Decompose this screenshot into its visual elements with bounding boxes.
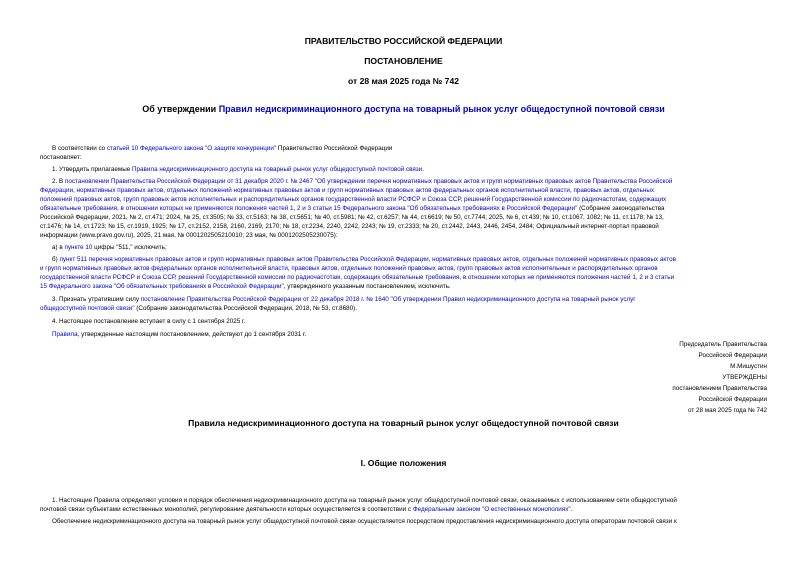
- point-511-link[interactable]: пункт 511 перечня нормативных правовых актов и групп нормативных правовых актов Правительства Российской Федерации, нормативных правовых актов, отдельных положений нормативных правовых актов: [59, 256, 676, 263]
- section-heading: I. Общие положения: [360, 458, 447, 468]
- item2b-line4: [40, 282, 451, 291]
- resolution-1640-link-cont[interactable]: общедоступной почтовой связи": [40, 305, 135, 312]
- item2-line7: информации (www.pravo.gov.ru), 2025, 21 мая, № 0001202505210010; 23 мая, № 0001202505230075):: [40, 232, 338, 239]
- item1: [52, 165, 424, 174]
- approved-label: УТВЕРЖДЕНЫ: [722, 374, 767, 381]
- item2b-line2[interactable]: и групп нормативных правовых актов федеральных органов исполнительной власти, правовых актов, отдельных положений правовых актов, групп правовых актов исполнительных и распорядительных органов: [40, 265, 658, 272]
- government-heading: ПРАВИТЕЛЬСТВО РОССИЙСКОЙ ФЕДЕРАЦИИ: [304, 36, 503, 46]
- item3-line2: [40, 304, 357, 313]
- item2-line2[interactable]: Федерации, нормативных правовых актов, отдельных положений нормативных правовых актов и групп нормативных правовых актов федеральных органов исполнительной власти, правовых актов, отдельных: [40, 187, 654, 194]
- para1-line2: [40, 505, 572, 514]
- document-title: [0, 104, 807, 114]
- signature-role1: Председатель Правительства: [679, 341, 767, 348]
- para1-end: .: [570, 506, 573, 513]
- item2-line4-text: (Собрание законодательства: [577, 205, 665, 212]
- item2a: [52, 243, 167, 252]
- item2a-text: а) в: [52, 244, 65, 251]
- item2b-line3[interactable]: государственной власти РСФСР и Союза ССР, решений Государственной комиссии по радиочастотам, содержащих обязательные требования, в отношении которых не применяются положения частей 1, 2 и 3 статьи: [40, 274, 675, 281]
- rules-validity-note: [52, 330, 306, 339]
- para1-line1: 1. Настоящие Правила определяют условия и порядок обеспечения недискриминационного доступа на товарный рынок услуг общедоступной почтовой связи, оказываемых с использованием сети общедоступной: [52, 497, 677, 504]
- rules-note-text: , утвержденные настоящим постановлением, действуют до 1 сентября 2031 г.: [77, 331, 307, 338]
- preamble-line2: постановляет:: [40, 154, 82, 161]
- item2b-text: б): [52, 256, 60, 263]
- para1-text: почтовой связи субъектами естественных монополий, регулирование деятельности которых осуществляется в соответствии с: [40, 506, 413, 513]
- item1-end: .: [422, 166, 424, 173]
- rules-title: Правила недискриминационного доступа на товарный рынок услуг общедоступной почтовой связи: [188, 418, 619, 428]
- date-number-heading: от 28 мая 2025 года № 742: [347, 76, 460, 86]
- approved-org: Российской Федерации: [698, 396, 767, 403]
- item2-line5: Российской Федерации, 2021, № 2, ст.471; 2024, № 25, ст.3505; № 33, ст.5163; № 38, ст.5651; № 40, ст.5981; № 42, ст.6257; № 44, ст.6619; № 50, ст.7744; 2025, № 6, ст.439; № 10, ст.1067, 1082; № 11, ст.1178; № 13,: [40, 214, 664, 221]
- preamble-line1: [52, 144, 392, 153]
- rules-note-link[interactable]: Правила: [52, 331, 78, 338]
- item3-line2-text: (Собрание законодательства Российской Федерации, 2018, № 53, ст.8680).: [134, 305, 357, 312]
- item2-line4: [40, 204, 665, 213]
- preamble-text: В соответствии со: [52, 145, 107, 152]
- law-mandatory-link[interactable]: 15 Федерального закона "Об обязательных требованиях в Российской Федерации": [40, 283, 284, 290]
- item2-line3[interactable]: положений правовых актов, групп правовых актов исполнительных и распорядительных органов государственной власти РСФСР и Союза ССР, решений Государственной комиссии по радиочастотам, содержащих: [40, 196, 667, 203]
- law-competition-link[interactable]: статьей 10 Федерального закона "О защите конкуренции": [106, 145, 277, 152]
- doc-type-heading: ПОСТАНОВЛЕНИЕ: [364, 56, 443, 66]
- item1-text: 1. Утвердить прилагаемые: [52, 166, 132, 173]
- preamble-text-2: Правительство Российской Федерации: [276, 145, 393, 152]
- title-prefix: Об утверждении: [142, 104, 219, 114]
- item2-text: 2. В: [52, 178, 65, 185]
- natural-monopolies-law-link[interactable]: Федеральным законом "О естественных монополиях": [412, 506, 571, 513]
- approved-by: постановлением Правительства: [672, 385, 767, 392]
- item2-line6: ст.1476; № 14, ст.1723; № 15, ст.1919, 1925; № 17, ст.2152, 2158, 2160, 2169, 2170; № 18, ст.2234, 2240, 2242, 2243; № 19, ст.2333; № 20, ст.2442, 2443, 2446, 2454, 2484; Официальный интернет-портал правовой: [40, 223, 659, 230]
- mandatory-requirements-link[interactable]: обязательные требования, в отношении которых не применяются положения частей 1, 2 и 3 статьи 15 Федерального закона "Об обязательных требованиях в Российской Федерации": [40, 205, 578, 212]
- resolution-1640-link[interactable]: постановление Правительства Российской Федерации от 22 декабря 2018 г. № 1640 "Об утверждении Правил недискриминационного доступа на товарный рынок услуг: [140, 296, 636, 303]
- rules-link[interactable]: Правила недискриминационного доступа на товарный рынок услуг общедоступной почтовой связи: [132, 166, 423, 173]
- item3-line1: [52, 295, 636, 304]
- item2b-line4-text: , утвержденного указанным постановлением, исключить.: [283, 283, 451, 290]
- item2b-line1: [52, 255, 676, 264]
- resolution-2467-link[interactable]: постановлении Правительства Российской Федерации от 31 декабря 2020 г. № 2467 "Об утверждении перечня нормативных правовых актов и групп нормативных правовых актов Правительства Российской: [64, 178, 673, 185]
- point-10-link[interactable]: пункте 10: [64, 244, 93, 251]
- signature-name: М.Мишустин: [730, 363, 767, 370]
- signature-role2: Российской Федерации: [698, 352, 767, 359]
- approved-date: от 28 мая 2025 года № 742: [688, 407, 767, 414]
- title-link[interactable]: Правил недискриминационного доступа на товарный рынок услуг общедоступной почтовой связи: [218, 104, 665, 114]
- item4: 4. Настоящее постановление вступает в силу с 1 сентября 2025 г.: [52, 318, 246, 325]
- para2-line1: Обеспечение недискриминационного доступа на товарный рынок услуг общедоступной почтовой связи осуществляется посредством предоставления недискриминационного доступа операторам почтовой связи к: [52, 518, 677, 525]
- item2a-end: цифры "511," исключить;: [92, 244, 167, 251]
- item3-text: 3. Признать утратившим силу: [52, 296, 141, 303]
- item2-line1: [52, 177, 672, 186]
